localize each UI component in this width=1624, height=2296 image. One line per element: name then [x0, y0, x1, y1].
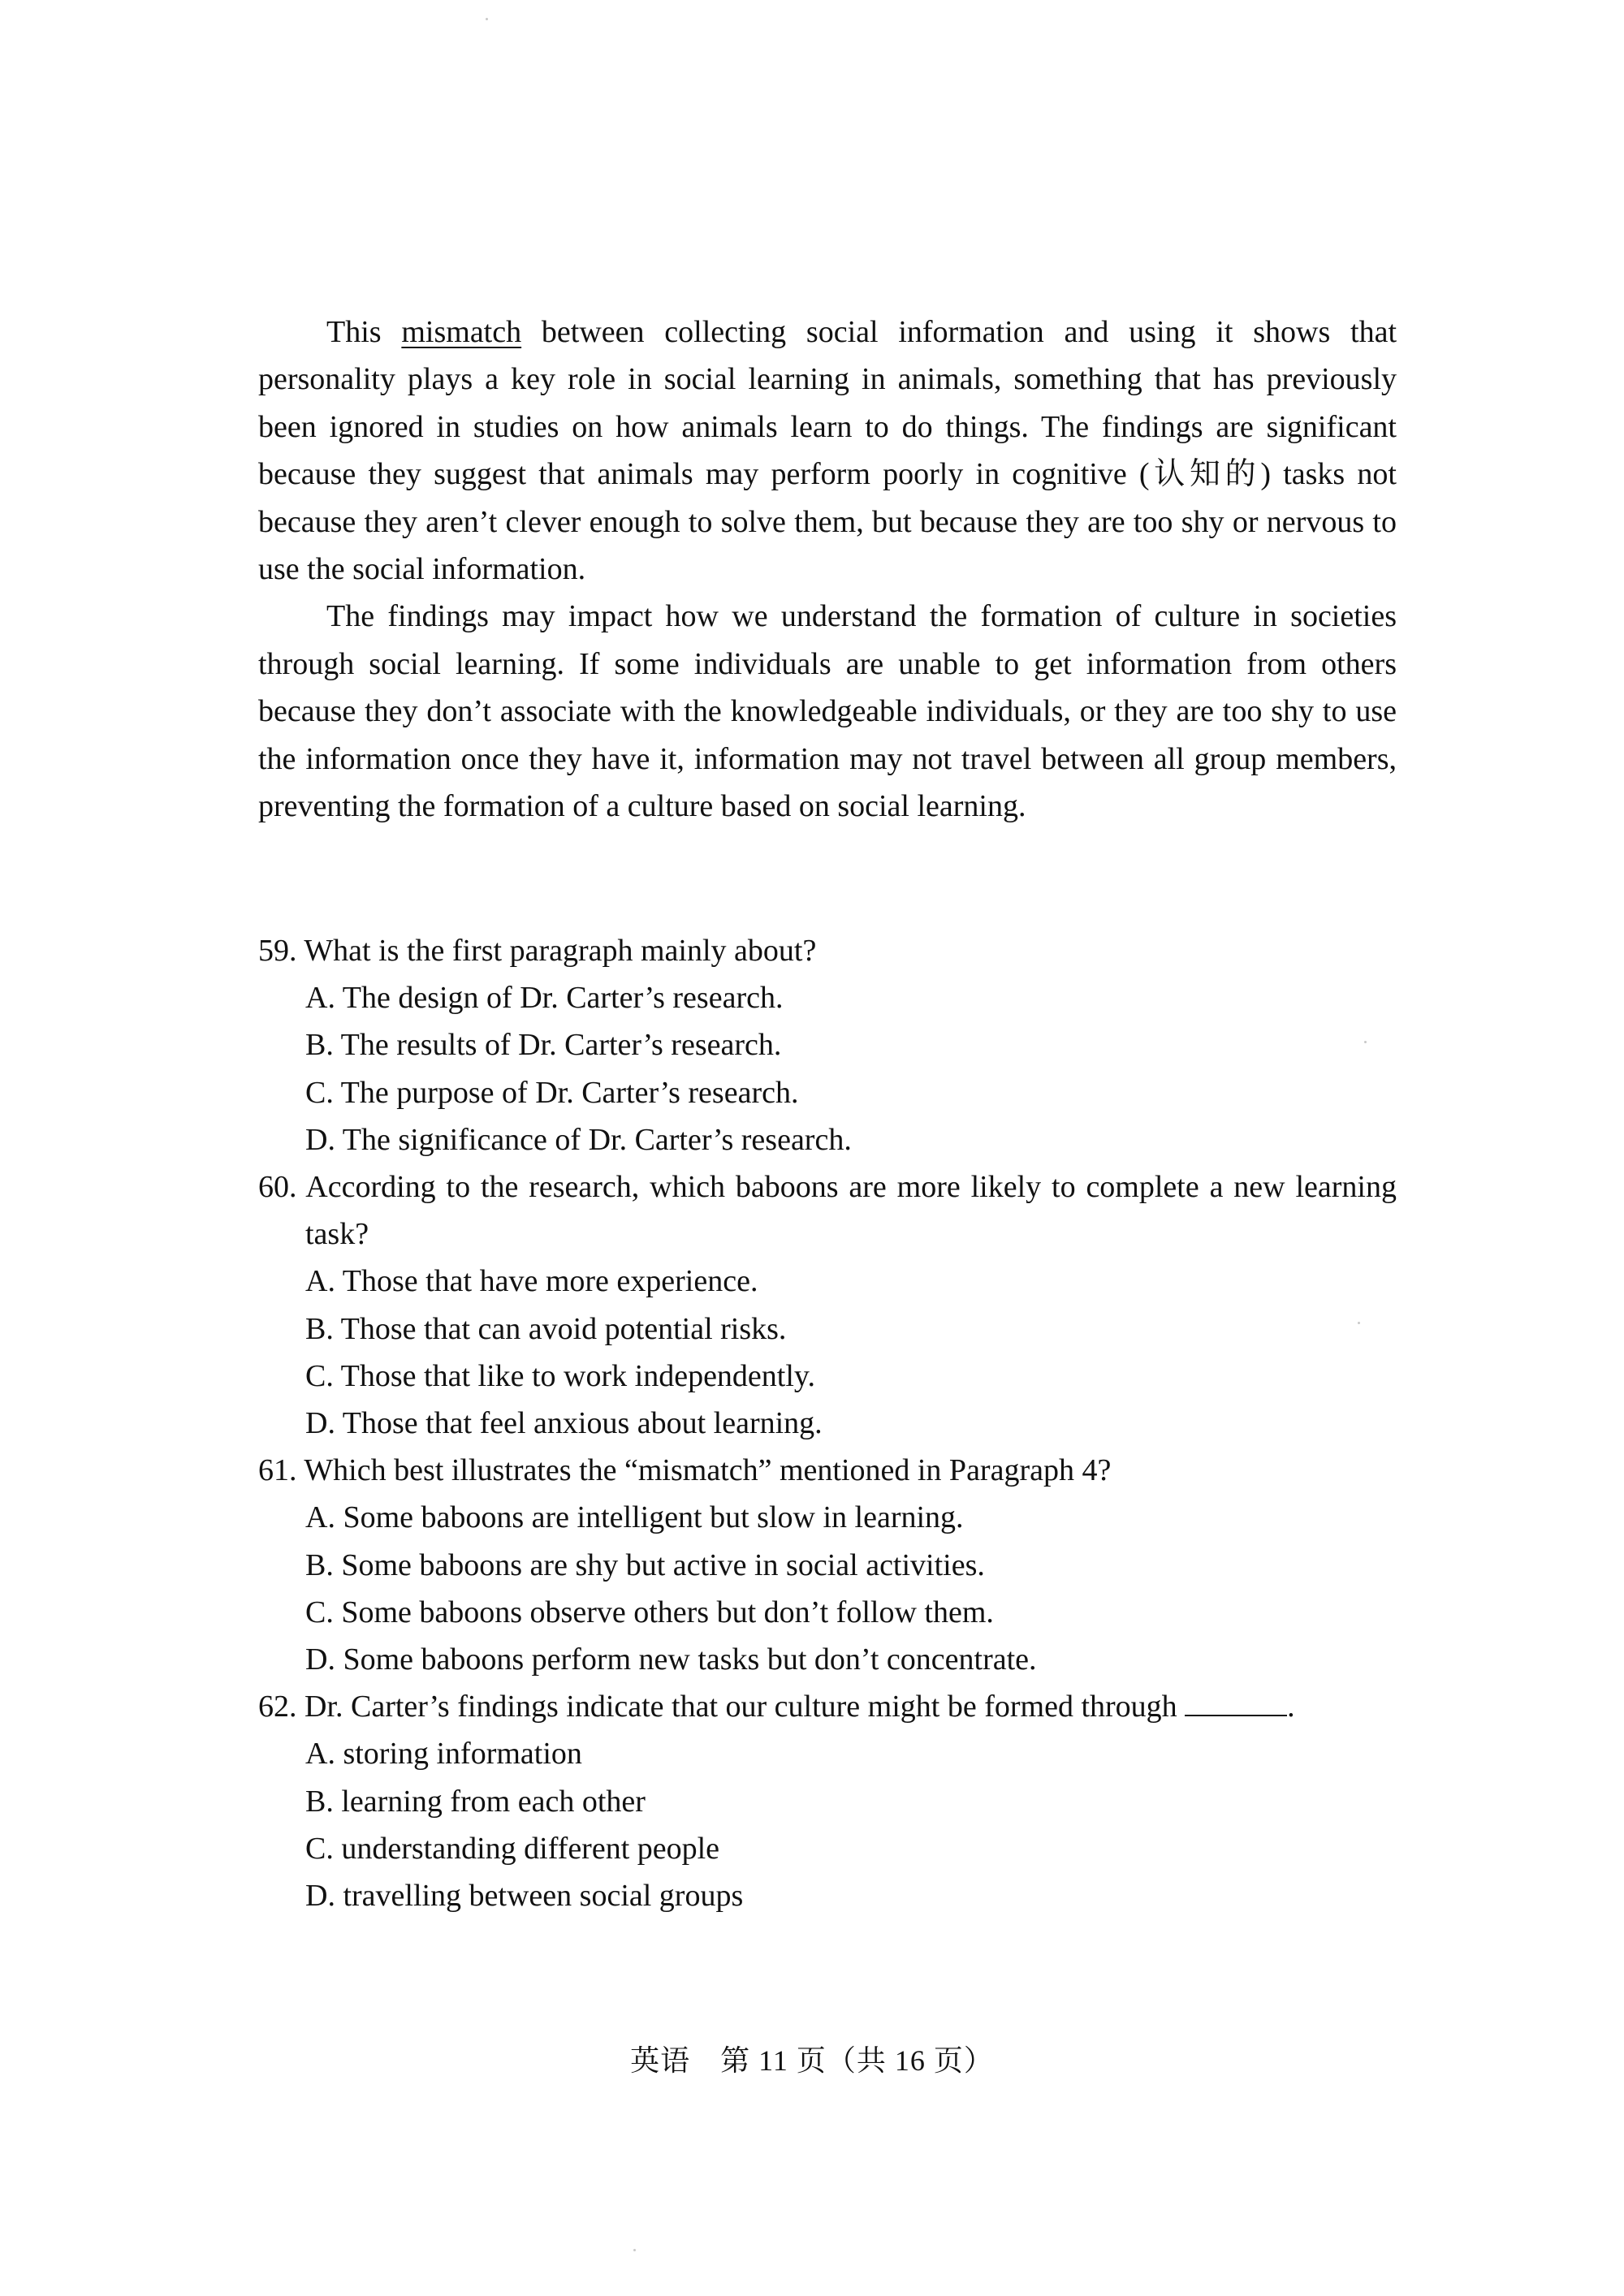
- scan-speck: [1358, 1322, 1360, 1324]
- option-c: C. Some baboons observe others but don’t follow them.: [305, 1595, 994, 1629]
- option-b: B. learning from each other: [305, 1784, 646, 1819]
- passage-paragraph-2: The findings may impact how we understand the formation of culture in societies through social learning. If some individuals are unable to get information from others because they don’t associate with the knowledgeable individuals, or they are too shy to use the information once they have it, information may not travel between all group members, preventing the formation of a culture based on social learning.: [258, 599, 1397, 824]
- passage-paragraph-1: [258, 309, 1397, 593]
- option-a: A. Those that have more experience.: [305, 1264, 758, 1299]
- paragraph-1-lead: This: [326, 315, 402, 349]
- scan-speck: [633, 2249, 636, 2251]
- option-d: D. Some baboons perform new tasks but don’t concentrate.: [305, 1642, 1037, 1677]
- option-c: C. understanding different people: [305, 1831, 720, 1866]
- scan-speck: [1364, 1041, 1367, 1043]
- option-d: D. The significance of Dr. Carter’s research.: [305, 1122, 852, 1157]
- question-stem: 60. According to the research, which baboons are more likely to complete a new learning task?: [258, 1170, 1397, 1252]
- question-59: [258, 927, 1397, 1163]
- option-b: B. Those that can avoid potential risks.: [305, 1311, 787, 1346]
- question-stem: [258, 1683, 1397, 1730]
- question-62: [258, 1683, 1397, 1919]
- stem-text: 62. Dr. Carter’s findings indicate that our culture might be formed through: [258, 1690, 1186, 1724]
- underlined-word-mismatch: mismatch: [401, 315, 522, 349]
- option-a: A. storing information: [305, 1737, 582, 1772]
- option-a: A. Some baboons are intelligent but slow in learning.: [305, 1500, 964, 1535]
- page-footer: 英语 第 11 页（共 16 页）: [630, 2044, 994, 2077]
- answer-blank: [1185, 1685, 1287, 1716]
- option-c: C. The purpose of Dr. Carter’s research.: [305, 1075, 799, 1110]
- question-list: [258, 927, 1397, 1919]
- paragraph-1-rest: between collecting social information and using it shows that personality plays a key role in social learning in animals, something that has previously been ignored in studies on how animals learn to do things. The findings are significant because they suggest that animals may perform poorly in cognitive (认知的) tasks not because they aren’t clever enough to solve them, but because they are too shy or nervous to use the social information.: [258, 315, 1397, 587]
- question-61: [258, 1447, 1397, 1683]
- scan-speck: [486, 18, 488, 20]
- option-b: B. The results of Dr. Carter’s research.: [305, 1028, 782, 1063]
- option-b: B. Some baboons are shy but active in social activities.: [305, 1547, 985, 1582]
- option-d: D. Those that feel anxious about learning.: [305, 1406, 823, 1441]
- option-d: D. travelling between social groups: [305, 1879, 744, 1914]
- question-stem: 61. Which best illustrates the “mismatch” mentioned in Paragraph 4?: [258, 1453, 1112, 1488]
- reading-passage: [258, 309, 1397, 830]
- stem-end: .: [1287, 1690, 1295, 1724]
- question-60: [258, 1163, 1397, 1447]
- option-c: C. Those that like to work independently.: [305, 1358, 815, 1393]
- question-stem: 59. What is the first paragraph mainly about?: [258, 934, 817, 968]
- option-a: A. The design of Dr. Carter’s research.: [305, 981, 784, 1016]
